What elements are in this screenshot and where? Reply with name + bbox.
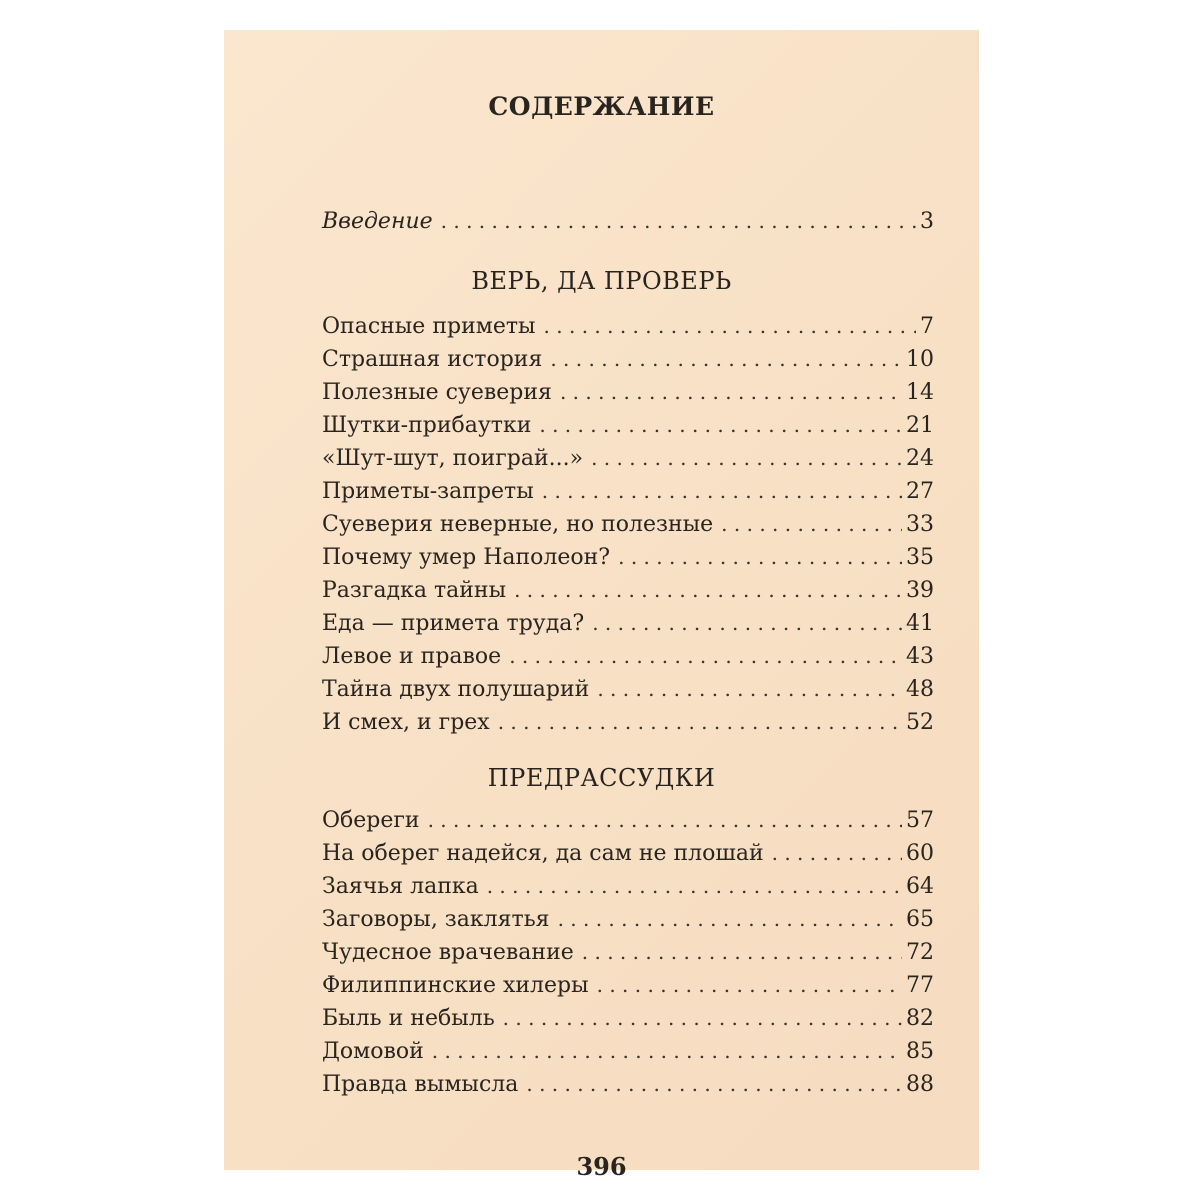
leader-dots [550, 344, 902, 374]
toc-entry-page: 24 [906, 446, 934, 471]
book-page [224, 30, 979, 1181]
leader-dots [498, 707, 902, 737]
page-number: 396 [576, 1152, 627, 1181]
toc-entry-page: 85 [906, 1039, 934, 1064]
toc-entry-label: Быль и небыль [322, 1006, 495, 1031]
section-heading: ПРЕДРАССУДКИ [487, 764, 716, 792]
page-title: СОДЕРЖАНИЕ [488, 92, 715, 121]
toc-entry-label: Тайна двух полушарий [322, 677, 590, 702]
leader-dots [487, 871, 902, 901]
toc-entry-page: 14 [906, 380, 934, 405]
toc-entry [322, 377, 934, 407]
leader-dots [582, 937, 902, 967]
toc-entry [322, 871, 934, 901]
toc-entry-label: Обереги [322, 808, 420, 833]
leader-dots [597, 970, 902, 1000]
toc-entry-label: Еда — примета труда? [322, 611, 585, 636]
toc-entry-label: Филиппинские хилеры [322, 973, 589, 998]
toc-entry-page: 27 [906, 479, 934, 504]
leader-dots [560, 377, 902, 407]
toc-entry-page: 35 [906, 545, 934, 570]
toc-entry [322, 1069, 934, 1099]
toc-entry-label: Страшная история [322, 347, 543, 372]
toc-entry-label: Почему умер Наполеон? [322, 545, 611, 570]
toc-entry-label: Левое и правое [322, 644, 502, 669]
toc-entry [322, 904, 934, 934]
toc-entry [322, 805, 934, 835]
leader-dots [509, 641, 902, 671]
toc-entry-intro [322, 206, 934, 236]
toc-entry-page: 52 [906, 710, 934, 735]
toc-entry-page: 21 [906, 413, 934, 438]
toc-entry [322, 443, 934, 473]
toc-entry [322, 575, 934, 605]
toc-entry [322, 674, 934, 704]
leader-dots [597, 674, 902, 704]
toc-entry [322, 707, 934, 737]
leader-dots [618, 542, 902, 572]
toc-entry-page: 77 [906, 973, 934, 998]
toc-entry-label: Опасные приметы [322, 314, 536, 339]
toc-entry [322, 1036, 934, 1066]
leader-dots [441, 206, 916, 236]
toc-entry [322, 344, 934, 374]
toc-entry-page: 41 [906, 611, 934, 636]
leader-dots [539, 410, 902, 440]
toc-entry-label: Разгадка тайны [322, 578, 507, 603]
leader-dots [721, 509, 902, 539]
toc-entry-page: 10 [906, 347, 934, 372]
toc-entry [322, 1003, 934, 1033]
toc-entry-page: 64 [906, 874, 934, 899]
leader-dots [542, 476, 902, 506]
toc-entry-label: Приметы-запреты [322, 479, 534, 504]
toc-entry-label: Домовой [322, 1039, 424, 1064]
toc-entry-page: 72 [906, 940, 934, 965]
section-heading: ВЕРЬ, ДА ПРОВЕРЬ [471, 267, 732, 295]
toc-entry-label: «Шут-шут, поиграй...» [322, 446, 584, 471]
toc-entry-page: 48 [906, 677, 934, 702]
toc-entry-label: Шутки-прибаутки [322, 413, 532, 438]
toc-entry-label: Суеверия неверные, но полезные [322, 512, 714, 537]
toc-entry [322, 311, 934, 341]
leader-dots [503, 1003, 902, 1033]
toc-entry-label: Заячья лапка [322, 874, 479, 899]
toc-entry-label: Чудесное врачевание [322, 940, 574, 965]
leader-dots [592, 608, 902, 638]
toc-entry-label: Введение [322, 209, 433, 234]
toc-entry-page: 60 [906, 841, 934, 866]
toc-entry-label: Полезные суеверия [322, 380, 552, 405]
leader-dots [544, 311, 916, 341]
toc-entry [322, 476, 934, 506]
toc-entry-page: 7 [920, 314, 934, 339]
leader-dots [428, 805, 902, 835]
toc-entry-page: 88 [906, 1072, 934, 1097]
toc-entry-label: На оберег надейся, да сам не плошай [322, 841, 764, 866]
toc-entry [322, 970, 934, 1000]
toc-entry-page: 39 [906, 578, 934, 603]
toc-entry-label: И смех, и грех [322, 710, 490, 735]
leader-dots [432, 1036, 902, 1066]
toc-entry-page: 82 [906, 1006, 934, 1031]
leader-dots [772, 838, 902, 868]
toc-entry-label: Заговоры, заклятья [322, 907, 550, 932]
toc-entry [322, 509, 934, 539]
toc-entry [322, 937, 934, 967]
toc-entry-page: 3 [920, 209, 934, 234]
toc-entry-page: 65 [906, 907, 934, 932]
toc-entry [322, 838, 934, 868]
toc-entry-page: 43 [906, 644, 934, 669]
toc-entry [322, 542, 934, 572]
toc-entry-page: 57 [906, 808, 934, 833]
leader-dots [526, 1069, 902, 1099]
leader-dots [558, 904, 902, 934]
toc-entry [322, 641, 934, 671]
leader-dots [514, 575, 902, 605]
leader-dots [591, 443, 902, 473]
toc-entry [322, 608, 934, 638]
toc-entry-label: Правда вымысла [322, 1072, 519, 1097]
toc-entry-page: 33 [906, 512, 934, 537]
toc-entry [322, 410, 934, 440]
